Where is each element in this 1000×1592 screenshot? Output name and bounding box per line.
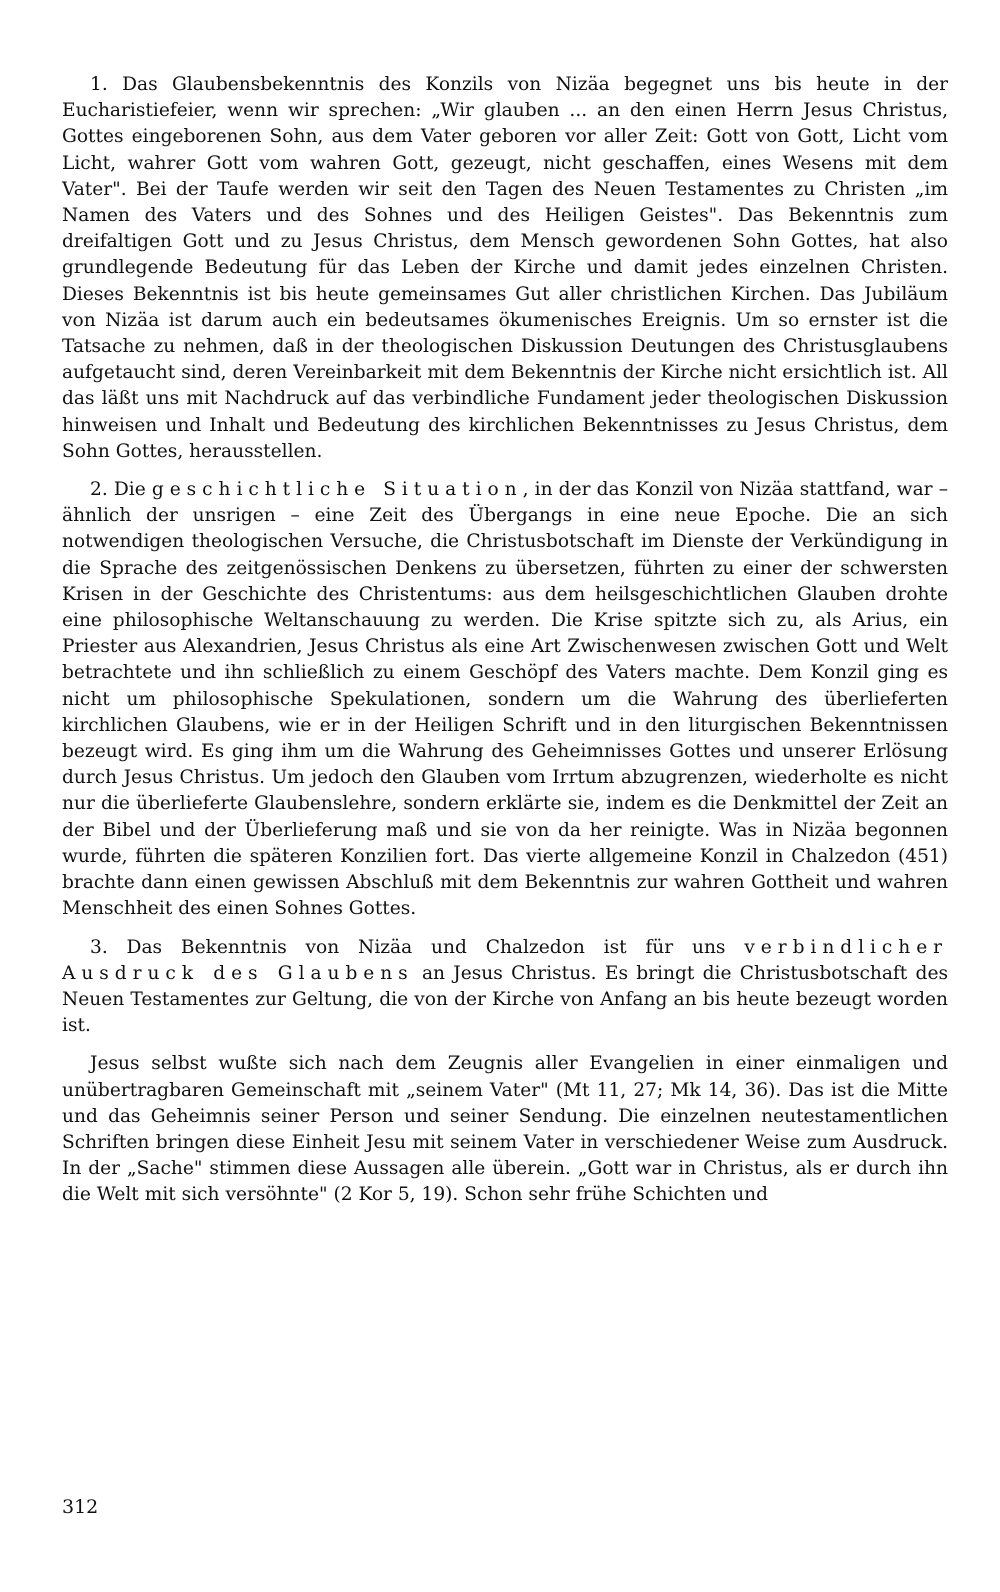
- document-page: [62, 72, 948, 1209]
- paragraph-1: [62, 72, 948, 465]
- paragraph-2-prefix: 2. Die: [90, 479, 152, 501]
- paragraph-1-text: 1. Das Glaubensbekenntnis des Konzils von Nizäa begegnet uns bis heute in der Eucharistiefeier, wenn wir sprechen: „Wir glauben ... an den einen Herrn Jesus Christus, Gottes eingeborenen Sohn, aus dem Vater geboren vor aller Zeit: Gott von Gott, Licht vom Licht, wahrer Gott vom wahren Gott, gezeugt, nicht geschaffen, eines Wesens mit dem Vater". Bei der Taufe werden wir seit den Tagen des Neuen Testamentes zu Christen „im Namen des Vaters und des Sohnes und des Heiligen Geistes". Das Bekenntnis zum dreifaltigen Gott und zu Jesus Christus, dem Mensch gewordenen Sohn Gottes, hat also grundlegende Bedeutung für das Leben der Kirche und damit jedes einzelnen Christen. Dieses Bekenntnis ist bis heute gemeinsames Gut aller christlichen Kirchen. Das Jubiläum von Nizäa ist darum auch ein bedeutsames ökumenisches Ereignis. Um so ernster ist die Tatsache zu nehmen, daß in der theologischen Diskussion Deutungen des Christusglaubens aufgetaucht sind, deren Vereinbarkeit mit dem Bekenntnis der Kirche nicht ersichtlich ist. All das läßt uns mit Nachdruck auf das verbindliche Fundament jeder theologischen Diskussion hinweisen und Inhalt und Bedeutung des kirchlichen Bekenntnisses zu Jesus Christus, dem Sohn Gottes, herausstellen.: [62, 74, 948, 462]
- paragraph-2-emphasis: geschichtliche Situation: [151, 479, 523, 501]
- paragraph-4-text: Jesus selbst wußte sich nach dem Zeugnis aller Evangelien in einer einmaligen und unübertragbaren Gemeinschaft mit „seinem Vater" (Mt 11, 27; Mk 14, 36). Das ist die Mitte und das Geheimnis seiner Person und seiner Sendung. Die einzelnen neutestamentlichen Schriften bringen diese Einheit Jesu mit seinem Vater in verschiedener Weise zum Ausdruck. In der „Sache" stimmen diese Aussagen alle überein. „Gott war in Christus, als er durch ihn die Welt mit sich versöhnte" (2 Kor 5, 19). Schon sehr frühe Schichten und: [62, 1053, 948, 1206]
- paragraph-2: [62, 477, 948, 922]
- paragraph-3: [62, 935, 948, 1040]
- page-number: 312: [62, 1496, 99, 1518]
- paragraph-3-prefix: 3. Das Bekenntnis von Nizäa und Chalzedon ist für uns: [90, 936, 745, 958]
- paragraph-3-text: an Jesus Christus. Es bringt die Christusbotschaft des Neuen Testamentes zur Geltung, die von der Kirche von Anfang an bis heute bezeugt worden ist.: [62, 962, 949, 1037]
- paragraph-3-emphasis: verbindlicher Ausdruck des Glaubens: [62, 936, 948, 984]
- paragraph-2-text: , in der das Konzil von Nizäa stattfand, war – ähnlich der unsrigen – eine Zeit des Übergangs in eine neue Epoche. Die an sich notwendigen theologischen Versuche, die Christusbotschaft im Dienste der Verkündigung in die Sprache des zeitgenössischen Denkens zu übersetzen, führten zu einer der schwersten Krisen in der Geschichte des Christentums: aus dem heilsgeschichtlichen Glauben drohte eine philosophische Weltanschauung zu werden. Die Krise spitzte sich zu, als Arius, ein Priester aus Alexandrien, Jesus Christus als eine Art Zwischenwesen zwischen Gott und Welt betrachtete und ihn schließlich zu einem Geschöpf des Vaters machte. Dem Konzil ging es nicht um philosophische Spekulationen, sondern um die Wahrung des überlieferten kirchlichen Glaubens, wie er in der Heiligen Schrift und in den liturgischen Bekenntnissen bezeugt wird. Es ging ihm um die Wahrung des Geheimnisses Gottes und unserer Erlösung durch Jesus Christus. Um jedoch den Glauben vom Irrtum abzugrenzen, wiederholte es nicht nur die überlieferte Glaubenslehre, sondern erklärte sie, indem es die Denkmittel der Zeit an der Bibel und der Überlieferung maß und sie von da her reinigte. Was in Nizäa begonnen wurde, führten die späteren Konzilien fort. Das vierte allgemeine Konzil in Chalzedon (451) brachte dann einen gewissen Abschluß mit dem Bekenntnis zur wahren Gottheit und wahren Menschheit des einen Sohnes Gottes.: [62, 479, 948, 920]
- paragraph-4: [62, 1051, 948, 1208]
